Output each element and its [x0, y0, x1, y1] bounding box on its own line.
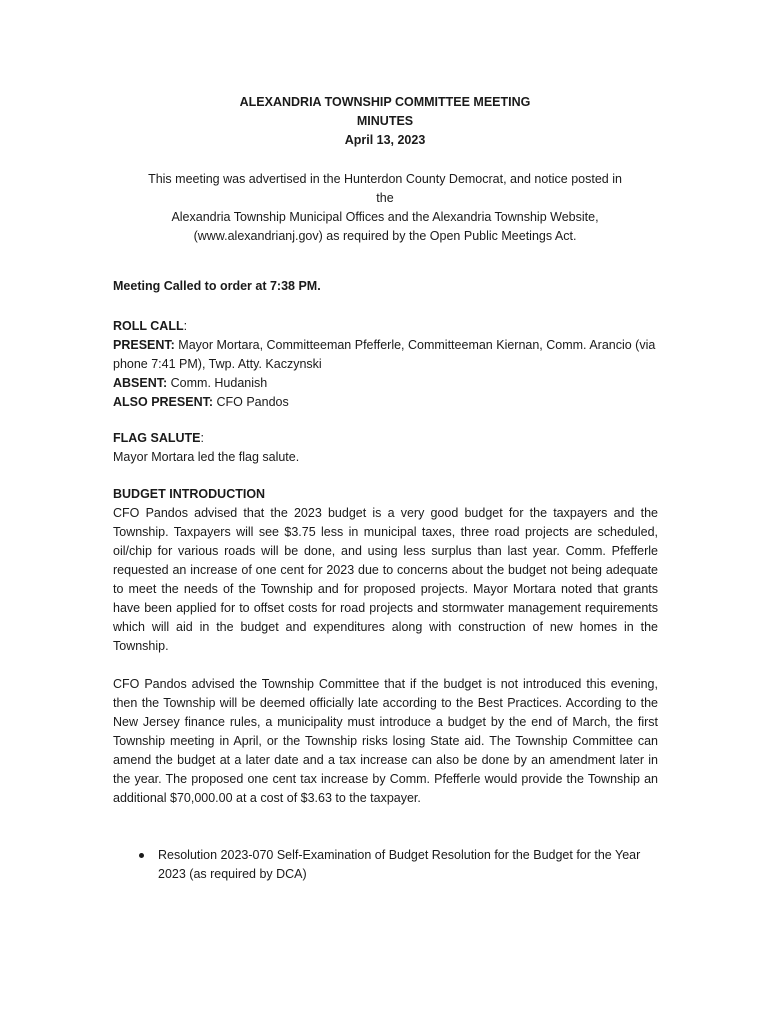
roll-call-section	[113, 317, 658, 412]
present-label: PRESENT:	[113, 338, 175, 352]
meeting-title: ALEXANDRIA TOWNSHIP COMMITTEE MEETING	[239, 95, 531, 109]
notice-line: the	[376, 191, 394, 205]
also-present-label: ALSO PRESENT:	[113, 395, 214, 409]
roll-call-heading: ROLL CALL	[113, 319, 184, 333]
budget-section	[113, 485, 658, 656]
also-present-line	[113, 393, 658, 412]
present-text: Mayor Mortara, Committeeman Pfefferle, Committeeman Kiernan, Comm. Arancio (via phone 7:41 PM), Twp. Atty. Kaczynski	[113, 338, 656, 371]
budget-paragraph-2: CFO Pandos advised the Township Committee that if the budget is not introduced this evening, then the Township will be deemed officially late according to the Best Practices. According to the New Jersey finance rules, a municipality must introduce a budget by the end of March, the first Township meeting in April, or the Township risks losing State aid. The Township Committee can amend the budget at a later date and a tax increase can also be done by an amendment later in the year. The proposed one cent tax increase by Comm. Pfefferle would provide the Township an additional $70,000.00 at a cost of $3.63 to the taxpayer.	[113, 677, 658, 805]
resolution-list	[158, 846, 658, 884]
budget-heading	[113, 485, 658, 504]
flag-salute-colon: :	[200, 431, 204, 445]
budget-paragraph-1: CFO Pandos advised that the 2023 budget is a very good budget for the taxpayers and the Township. Taxpayers will see $3.75 less in municipal taxes, three road projects are scheduled, oil/chip for various roads will be done, and using less surplus than last year. Comm. Pfefferle requested an increase of one cent for 2023 due to concerns about the budget not being adequate to meet the needs of the Township and for proposed projects. Mayor Mortara noted that grants have been applied for to offset costs for road projects and stormwater management requirements which will aid in the budget and expenditures along with construction of new homes in the Township.	[113, 506, 658, 653]
absent-text: Comm. Hudanish	[167, 376, 268, 390]
called-to-order: Meeting Called to order at 7:38 PM.	[113, 279, 321, 293]
list-item	[158, 846, 658, 884]
bullet-icon	[139, 853, 144, 858]
roll-call-colon: :	[183, 319, 188, 333]
absent-label: ABSENT:	[113, 376, 168, 390]
roll-call-heading-line	[113, 317, 658, 336]
notice-line: This meeting was advertised in the Hunterdon County Democrat, and notice posted in	[148, 172, 622, 186]
present-line	[113, 336, 658, 374]
minutes-title: MINUTES	[356, 114, 414, 128]
advertisement-notice	[112, 170, 658, 246]
flag-salute-text: Mayor Mortara led the flag salute.	[113, 450, 300, 464]
notice-line: Alexandria Township Municipal Offices and the Alexandria Township Website,	[171, 210, 599, 224]
budget-heading-text: BUDGET INTRODUCTION	[113, 487, 266, 501]
meeting-date: April 13, 2023	[344, 133, 426, 147]
flag-salute-heading: FLAG SALUTE	[113, 431, 201, 445]
flag-salute-section	[113, 429, 658, 467]
resolution-text: Resolution 2023-070 Self-Examination of Budget Resolution for the Budget for the Year 2023 (as required by DCA)	[158, 848, 641, 881]
flag-salute-heading-line	[113, 429, 658, 448]
absent-line	[113, 374, 658, 393]
notice-line: (www.alexandrianj.gov) as required by the Open Public Meetings Act.	[193, 229, 577, 243]
document-heading	[0, 93, 770, 150]
also-present-text: CFO Pandos	[213, 395, 289, 409]
